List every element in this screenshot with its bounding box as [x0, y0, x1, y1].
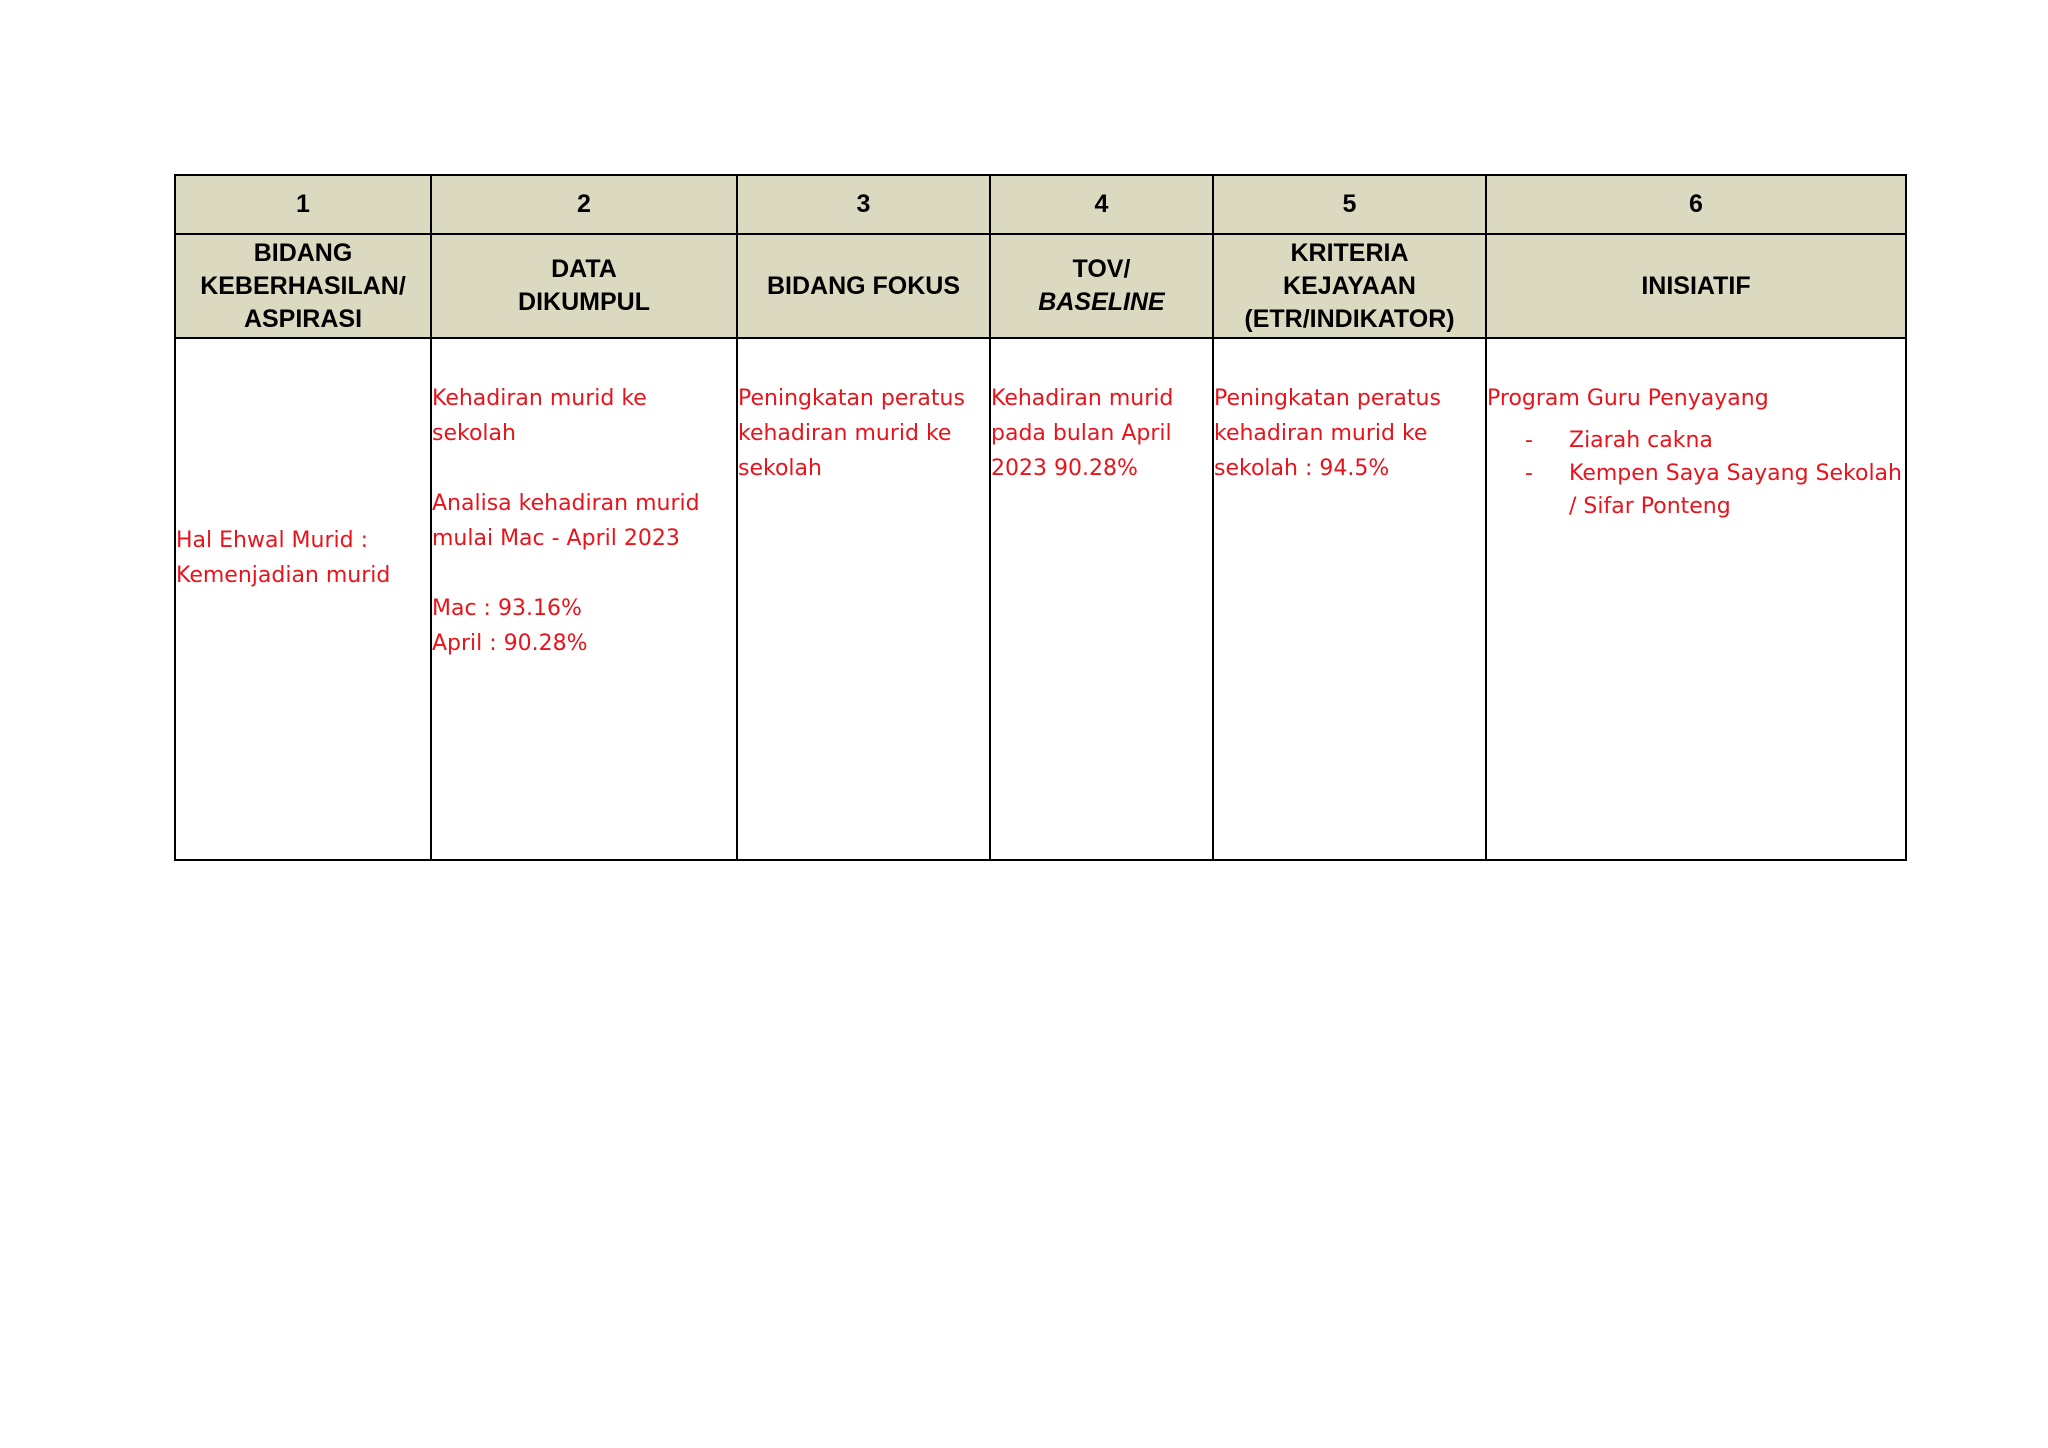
paragraph-gap	[432, 451, 736, 486]
column-number-6: 6	[1486, 175, 1906, 234]
cell-line: Mac : 93.16%	[432, 596, 582, 621]
column-number-5: 5	[1213, 175, 1486, 234]
cell-line: Kemenjadian murid	[176, 563, 391, 588]
column-number-3: 3	[737, 175, 990, 234]
initiative-title: Program Guru Penyayang	[1487, 386, 1769, 411]
header-inisiatif	[1486, 234, 1906, 338]
cell-line: Analisa kehadiran murid	[432, 491, 700, 516]
header-line: KEJAYAAN	[1283, 271, 1416, 300]
header-kriteria-kejayaan	[1213, 234, 1486, 338]
header-line: DIKUMPUL	[518, 288, 650, 316]
header-bidang-fokus	[737, 234, 990, 338]
header-line: ASPIRASI	[243, 304, 363, 333]
paragraph-gap	[432, 556, 736, 591]
cell-data-dikumpul	[431, 338, 737, 860]
column-number-4: 4	[990, 175, 1213, 234]
column-number-1: 1	[175, 175, 431, 234]
cell-line: mulai Mac - April 2023	[432, 526, 680, 551]
cell-line: pada bulan April	[991, 421, 1172, 446]
list-item-text: Ziarah cakna	[1569, 428, 1713, 453]
cell-line: 2023 90.28%	[991, 456, 1138, 481]
column-number-2: 2	[431, 175, 737, 234]
cell-tov-baseline	[990, 338, 1213, 860]
header-line: TOV/	[1072, 255, 1131, 283]
cell-line: Peningkatan peratus	[1214, 386, 1441, 411]
header-tov-baseline	[990, 234, 1213, 338]
cell-line: April : 90.28%	[432, 631, 588, 656]
column-number-row	[175, 175, 1906, 234]
list-item-text: Kempen Saya Sayang Sekolah / Sifar Ponteng	[1569, 461, 1902, 519]
header-line-italic: BASELINE	[1038, 288, 1165, 316]
cell-bidang-keberhasilan	[175, 338, 431, 860]
cell-line: kehadiran murid ke	[1214, 421, 1428, 446]
cell-line: sekolah : 94.5%	[1214, 456, 1390, 481]
header-bidang-keberhasilan	[175, 234, 431, 338]
cell-kriteria-kejayaan	[1213, 338, 1486, 860]
list-item	[1487, 424, 1905, 457]
header-line: KEBERHASILAN/	[200, 271, 406, 300]
cell-inisiatif	[1486, 338, 1906, 860]
cell-line: sekolah	[432, 421, 516, 446]
cell-line: sekolah	[738, 456, 822, 481]
dash-bullet: -	[1525, 428, 1533, 453]
cell-bidang-fokus	[737, 338, 990, 860]
column-title-row	[175, 234, 1906, 338]
header-line: KRITERIA	[1290, 238, 1409, 267]
cell-line: Kehadiran murid ke	[432, 386, 647, 411]
cell-line: Kehadiran murid	[991, 386, 1174, 411]
dash-bullet: -	[1525, 461, 1533, 486]
list-item	[1487, 457, 1905, 523]
cell-line: Peningkatan peratus	[738, 386, 965, 411]
cell-line: kehadiran murid ke	[738, 421, 952, 446]
header-data-dikumpul	[431, 234, 737, 338]
header-line: BIDANG	[253, 238, 353, 267]
header-line: INISIATIF	[1641, 271, 1751, 300]
table-row	[175, 338, 1906, 860]
initiative-list	[1487, 424, 1905, 523]
header-line: DATA	[551, 255, 617, 283]
cell-line: Hal Ehwal Murid :	[176, 528, 369, 553]
header-line: (ETR/INDIKATOR)	[1244, 304, 1455, 333]
planning-table	[174, 174, 1907, 861]
header-line: BIDANG FOKUS	[766, 271, 961, 300]
